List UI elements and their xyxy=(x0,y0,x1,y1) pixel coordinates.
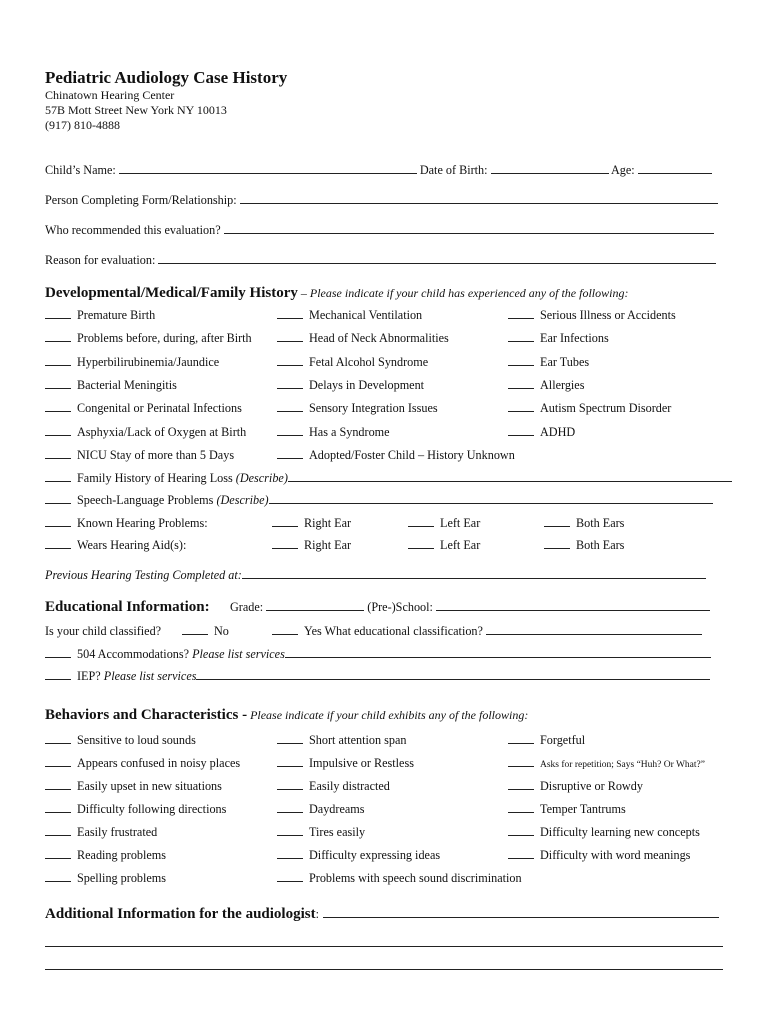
a504-label: 504 Accommodations? xyxy=(77,647,190,661)
grade-label: Grade: xyxy=(230,600,264,614)
edu-heading-row xyxy=(45,598,210,616)
known-hearing-label: Known Hearing Problems: xyxy=(77,516,208,530)
speech-field[interactable] xyxy=(269,493,713,504)
checklist-item xyxy=(508,756,705,771)
checkbox-blank[interactable] xyxy=(45,425,71,436)
checklist-item xyxy=(508,425,575,440)
left-ear-label: Left Ear xyxy=(440,516,481,530)
a504-row xyxy=(45,647,711,662)
checklist-item xyxy=(277,802,365,817)
checkbox-blank[interactable] xyxy=(508,825,534,836)
beh-heading: Behaviors and Characteristics - xyxy=(45,707,248,723)
child-name-label: Child’s Name: xyxy=(45,163,116,177)
checklist-item-label: Difficulty with word meanings xyxy=(540,848,691,862)
dob-label: Date of Birth: xyxy=(419,163,488,177)
org-phone: (917) 810-4888 xyxy=(45,118,120,132)
wears-left xyxy=(408,538,480,553)
reason-label: Reason for evaluation: xyxy=(45,253,156,267)
left-ear-label: Left Ear xyxy=(440,538,481,552)
checklist-item-label: Problems before, during, after Birth xyxy=(77,331,252,346)
classified-no xyxy=(182,624,229,639)
describe-hint: (Describe) xyxy=(216,493,269,507)
checkbox-blank[interactable] xyxy=(45,493,71,504)
additional-heading: Additional Information for the audiologist xyxy=(45,906,316,922)
checklist-item xyxy=(45,825,157,840)
checklist-item-label: Disruptive or Rowdy xyxy=(540,779,643,793)
checkbox-blank[interactable] xyxy=(277,378,303,389)
checkbox-blank[interactable] xyxy=(45,516,71,527)
additional-colon: : xyxy=(315,907,319,921)
iep-field[interactable] xyxy=(196,669,710,680)
checkbox-blank[interactable] xyxy=(45,448,71,459)
checklist-item-label: Difficulty following directions xyxy=(77,802,227,816)
checklist-item-label: Congenital or Perinatal Infections xyxy=(77,401,242,416)
checklist-item-label: Hyperbilirubinemia/Jaundice xyxy=(77,354,220,369)
classified-yes xyxy=(272,624,702,639)
checklist-item xyxy=(508,802,626,817)
grade-row xyxy=(230,600,710,615)
checklist-item xyxy=(45,355,219,370)
checklist-item-label: Fetal Alcohol Syndrome xyxy=(309,354,429,369)
iep-hint: Please list services xyxy=(103,669,197,683)
checklist-item xyxy=(277,448,515,463)
checklist-item xyxy=(45,401,242,416)
checklist-item-label: Forgetful xyxy=(540,733,586,747)
checkbox-blank[interactable] xyxy=(277,848,303,859)
checkbox-blank[interactable] xyxy=(277,825,303,836)
person-row xyxy=(45,193,718,208)
checkbox-blank[interactable] xyxy=(182,624,208,635)
right-ear-label: Right Ear xyxy=(304,516,352,530)
checklist-item-label: Ear Tubes xyxy=(540,354,590,369)
grade-field[interactable] xyxy=(266,600,364,611)
age-label: Age: xyxy=(610,163,635,177)
checklist-item xyxy=(508,848,690,863)
checkbox-blank[interactable] xyxy=(272,516,298,527)
wears-both xyxy=(544,538,624,553)
checklist-item xyxy=(277,401,438,416)
iep-row xyxy=(45,669,710,684)
checkbox-blank[interactable] xyxy=(544,516,570,527)
checkbox-blank[interactable] xyxy=(508,401,534,412)
checkbox-blank[interactable] xyxy=(277,331,303,342)
checklist-item xyxy=(45,331,252,346)
checkbox-blank[interactable] xyxy=(277,308,303,319)
checkbox-blank[interactable] xyxy=(408,538,434,549)
edu-heading: Educational Information: xyxy=(45,599,210,615)
previous-testing-label: Previous Hearing Testing Completed at: xyxy=(45,568,242,582)
known-hearing-row xyxy=(45,516,208,531)
checklist-item xyxy=(277,733,407,748)
checklist-item-label: Daydreams xyxy=(309,802,365,816)
checkbox-blank[interactable] xyxy=(272,538,298,549)
child-name-row xyxy=(45,163,712,178)
dob-field[interactable] xyxy=(491,163,609,174)
wears-aid-row xyxy=(45,538,186,553)
org-address: 57B Mott Street New York NY 10013 xyxy=(45,103,227,117)
family-history-row xyxy=(45,471,732,486)
checklist-item-label: Delays in Development xyxy=(309,377,425,392)
wears-right xyxy=(272,538,351,553)
additional-field-1[interactable] xyxy=(323,907,719,918)
school-label: (Pre-)School: xyxy=(367,600,433,614)
describe-hint: (Describe) xyxy=(235,471,288,485)
checklist-item-label: Asks for repetition; Says “Huh? Or What?” xyxy=(540,760,705,770)
known-both xyxy=(544,516,624,531)
checkbox-blank[interactable] xyxy=(408,516,434,527)
checklist-item xyxy=(45,756,240,771)
checklist-item-label: NICU Stay of more than 5 Days xyxy=(77,447,235,462)
checklist-item-label: Temper Tantrums xyxy=(540,802,626,816)
checklist-item-label: Serious Illness or Accidents xyxy=(540,308,676,322)
dev-heading: Developmental/Medical/Family History xyxy=(45,285,298,301)
checkbox-blank[interactable] xyxy=(277,355,303,366)
checkbox-blank[interactable] xyxy=(508,756,534,767)
checkbox-blank[interactable] xyxy=(508,733,534,744)
org-name: Chinatown Hearing Center xyxy=(45,88,175,102)
checkbox-blank[interactable] xyxy=(508,848,534,859)
both-ears-label: Both Ears xyxy=(576,516,625,530)
checklist-item xyxy=(508,331,609,346)
checkbox-blank[interactable] xyxy=(508,802,534,813)
checklist-item-label: Reading problems xyxy=(77,848,167,862)
checkbox-blank[interactable] xyxy=(508,308,534,319)
dev-heading-row xyxy=(45,284,628,302)
checklist-item-label: Ear Infections xyxy=(540,331,609,346)
checklist-item-label: Impulsive or Restless xyxy=(309,756,414,770)
checklist-item-label: Tires easily xyxy=(309,825,366,839)
checkbox-blank[interactable] xyxy=(45,378,71,389)
known-right xyxy=(272,516,351,531)
school-field[interactable] xyxy=(436,600,710,611)
checkbox-blank[interactable] xyxy=(45,538,71,549)
checkbox-blank[interactable] xyxy=(45,401,71,412)
additional-row xyxy=(45,905,719,923)
checklist-item xyxy=(277,308,422,323)
family-history-field[interactable] xyxy=(288,471,732,482)
previous-testing-row xyxy=(45,568,706,583)
checklist-item-label: Premature Birth xyxy=(77,308,156,322)
checklist-item xyxy=(508,308,676,323)
checklist-item-label: Problems with speech sound discrimination xyxy=(309,871,522,885)
age-field[interactable] xyxy=(638,163,712,174)
person-field[interactable] xyxy=(240,193,718,204)
checklist-item-label: Difficulty expressing ideas xyxy=(309,848,441,862)
checklist-item xyxy=(45,308,155,323)
checkbox-blank[interactable] xyxy=(45,779,71,790)
a504-field[interactable] xyxy=(285,647,711,658)
checkbox-blank[interactable] xyxy=(45,331,71,342)
checklist-item-label: Sensory Integration Issues xyxy=(309,401,438,416)
checkbox-blank[interactable] xyxy=(45,669,71,680)
classification-field[interactable] xyxy=(486,624,702,635)
checkbox-blank[interactable] xyxy=(508,355,534,366)
checklist-item xyxy=(277,848,440,863)
iep-label: IEP? xyxy=(77,669,101,683)
checklist-item-label: Allergies xyxy=(540,377,585,392)
right-ear-label: Right Ear xyxy=(304,538,352,552)
checklist-item xyxy=(45,733,196,748)
yes-label: Yes What educational classification? xyxy=(304,624,483,638)
checklist-item-label: Autism Spectrum Disorder xyxy=(540,401,672,416)
checklist-item-label: Bacterial Meningitis xyxy=(77,377,177,392)
child-name-field[interactable] xyxy=(119,163,417,174)
wears-aid-label: Wears Hearing Aid(s): xyxy=(77,538,187,552)
checkbox-blank[interactable] xyxy=(45,308,71,319)
checkbox-blank[interactable] xyxy=(45,756,71,767)
checklist-item xyxy=(277,425,390,440)
checkbox-blank[interactable] xyxy=(277,425,303,436)
previous-testing-field[interactable] xyxy=(242,568,706,579)
checkbox-blank[interactable] xyxy=(45,871,71,882)
checkbox-blank[interactable] xyxy=(277,448,303,459)
recommended-row xyxy=(45,223,714,238)
checkbox-blank[interactable] xyxy=(45,825,71,836)
checkbox-blank[interactable] xyxy=(277,779,303,790)
checkbox-blank[interactable] xyxy=(508,331,534,342)
checkbox-blank[interactable] xyxy=(45,733,71,744)
checkbox-blank[interactable] xyxy=(277,756,303,767)
checklist-item xyxy=(508,825,700,840)
checklist-item xyxy=(45,802,226,817)
checklist-item xyxy=(277,756,414,771)
checklist-item xyxy=(45,848,166,863)
reason-row xyxy=(45,253,716,268)
checkbox-blank[interactable] xyxy=(277,871,303,882)
beh-heading-row xyxy=(45,706,528,724)
reason-field[interactable] xyxy=(158,253,716,264)
checkbox-blank[interactable] xyxy=(277,733,303,744)
additional-field-2-wrap xyxy=(45,934,723,952)
checklist-item-label: Mechanical Ventilation xyxy=(309,308,423,322)
no-label: No xyxy=(214,624,229,638)
family-history-label: Family History of Hearing Loss xyxy=(77,471,233,485)
a504-hint: Please list services xyxy=(192,647,285,661)
checklist-item-label: Short attention span xyxy=(309,733,407,747)
checklist-item-label: Easily distracted xyxy=(309,779,390,793)
checkbox-blank[interactable] xyxy=(45,802,71,813)
classified-label: Is your child classified? xyxy=(45,624,162,638)
checklist-item xyxy=(277,825,365,840)
beh-subheading: Please indicate if your child exhibits any of the following: xyxy=(247,708,529,722)
checklist-item xyxy=(45,425,246,440)
checklist-item xyxy=(277,779,390,794)
checklist-item-label: Spelling problems xyxy=(77,871,167,885)
checklist-item-label: Easily upset in new situations xyxy=(77,779,222,793)
checkbox-blank[interactable] xyxy=(277,802,303,813)
checklist-item xyxy=(508,378,584,393)
additional-field-3-wrap xyxy=(45,957,723,975)
checkbox-blank[interactable] xyxy=(45,355,71,366)
checklist-item-label: Difficulty learning new concepts xyxy=(540,825,700,839)
checklist-item-label: Asphyxia/Lack of Oxygen at Birth xyxy=(77,424,247,439)
checklist-item xyxy=(277,355,428,370)
checklist-item xyxy=(277,871,522,886)
additional-field-2[interactable] xyxy=(45,936,723,947)
checklist-item xyxy=(45,871,166,886)
checklist-item-label: Sensitive to loud sounds xyxy=(77,733,196,747)
checklist-item-label: Head of Neck Abnormalities xyxy=(309,331,449,346)
checkbox-blank[interactable] xyxy=(544,538,570,549)
checklist-item xyxy=(508,355,589,370)
checkbox-blank[interactable] xyxy=(508,378,534,389)
checkbox-blank[interactable] xyxy=(45,471,71,482)
form-title: Pediatric Audiology Case History xyxy=(45,68,288,87)
checklist-item xyxy=(45,378,177,393)
checklist-item-label: ADHD xyxy=(540,424,576,439)
checklist-item-label: Appears confused in noisy places xyxy=(77,756,241,770)
recommended-field[interactable] xyxy=(224,223,714,234)
checkbox-blank[interactable] xyxy=(508,425,534,436)
speech-label: Speech-Language Problems xyxy=(77,493,214,507)
checklist-item xyxy=(277,378,424,393)
checklist-item-label: Adopted/Foster Child – History Unknown xyxy=(309,447,515,462)
recommended-label: Who recommended this evaluation? xyxy=(45,223,221,237)
checkbox-blank[interactable] xyxy=(45,647,71,658)
checklist-item-label: Has a Syndrome xyxy=(309,424,390,439)
person-label: Person Completing Form/Relationship: xyxy=(45,193,237,207)
checklist-item xyxy=(508,401,671,416)
checklist-item-label: Easily frustrated xyxy=(77,825,158,839)
checklist-item xyxy=(508,733,585,748)
checklist-item xyxy=(45,448,234,463)
checkbox-blank[interactable] xyxy=(272,624,298,635)
speech-row xyxy=(45,493,713,508)
dev-subheading: – Please indicate if your child has experienced any of the following: xyxy=(297,286,629,300)
checklist-item xyxy=(45,779,222,794)
checkbox-blank[interactable] xyxy=(277,401,303,412)
checklist-item xyxy=(508,779,643,794)
additional-field-3[interactable] xyxy=(45,959,723,970)
both-ears-label: Both Ears xyxy=(576,538,625,552)
checkbox-blank[interactable] xyxy=(45,848,71,859)
known-left xyxy=(408,516,480,531)
checklist-item xyxy=(277,331,449,346)
checkbox-blank[interactable] xyxy=(508,779,534,790)
